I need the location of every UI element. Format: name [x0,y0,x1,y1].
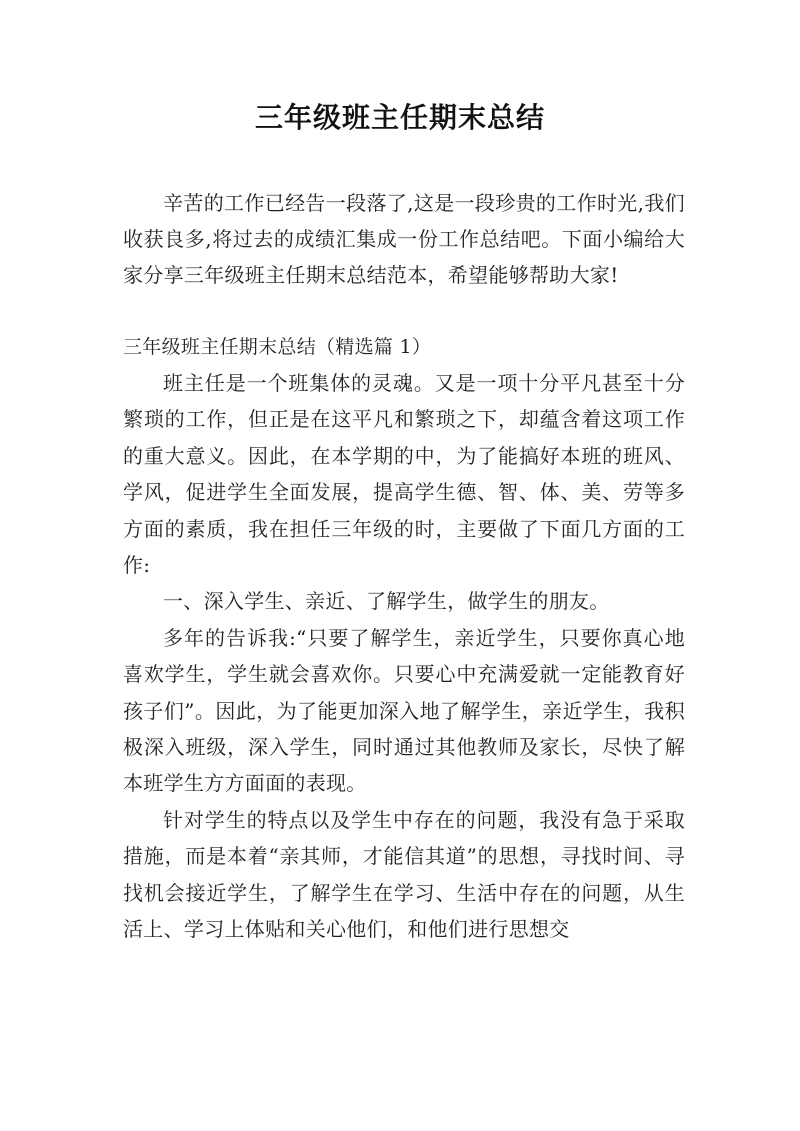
paragraph-spacer [123,293,685,329]
intro-paragraph: 辛苦的工作已经告一段落了,这是一段珍贵的工作时光,我们收获良多,将过去的成绩汇集成一份工作总结吧。下面小编给大家分享三年级班主任期末总结范本，希望能够帮助大家! [123,191,685,287]
body-paragraph-1: 班主任是一个班集体的灵魂。又是一项十分平凡甚至十分繁琐的工作，但正是在这平凡和繁琐之下，却蕴含着这项工作的重大意义。因此，在本学期的中，为了能搞好本班的班风、学风，促进学生全面发展，提高学生德、智、体、美、劳等多方面的素质，我在担任三年级的时，主要做了下面几方面的工作: [123,371,685,578]
document-title: 三年级班主任期末总结 [254,101,545,134]
body-paragraph-2: 一、深入学生、亲近、了解学生，做学生的朋友。 [163,589,610,614]
document-body [123,185,685,948]
section-title: 三年级班主任期末总结（精选篇 1） [123,336,432,358]
body-paragraph-4: 针对学生的特点以及学生中存在的问题，我没有急于采取措施，而是本着“亲其师，才能信其道”的思想，寻找时间、寻找机会接近学生，了解学生在学习、生活中存在的问题，从生活上、学习上体贴和关心他们，和他们进行思想交 [123,807,685,942]
body-paragraph-3: 多年的告诉我:“只要了解学生，亲近学生，只要你真心地喜欢学生，学生就会喜欢你。只要心中充满爱就一定能教育好孩子们”。因此，为了能更加深入地了解学生，亲近学生，我积极深入班级，深入学生，同时通过其他教师及家长，尽快了解本班学生方方面面的表现。 [123,625,685,796]
